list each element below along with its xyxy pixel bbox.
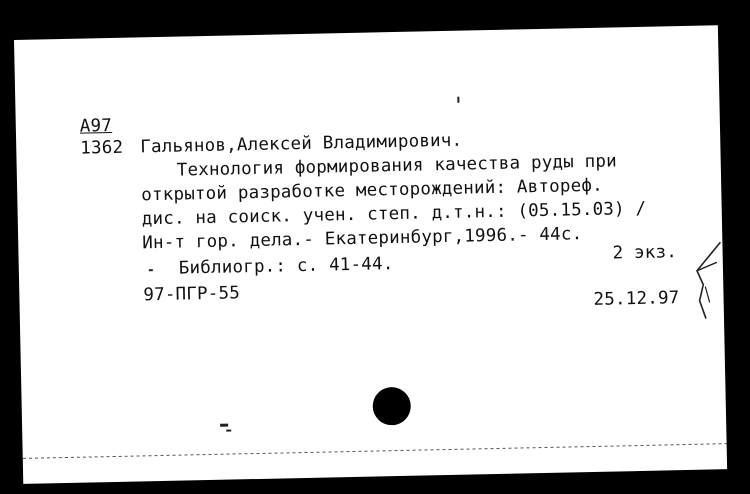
card-edge-line [23, 443, 727, 459]
author-heading: Гальянов,Алексей Владимирович. [140, 130, 463, 158]
publication-line: Ин-т гор. дела.- Екатеринбург,1996.- 44с. [142, 224, 583, 254]
copies-count: 2 экз. [612, 242, 678, 264]
acquisition-code: 97-ПГР-55 [143, 283, 241, 306]
handwritten-mark-icon [688, 240, 724, 321]
dust-speck [226, 430, 231, 432]
title-line-3: дис. на соиск. учен. степ. д.т.н.: (05.15.03) / [141, 198, 647, 230]
shelf-mark: А97 [79, 115, 113, 137]
accession-date: 25.12.97 [593, 288, 680, 310]
inventory-number: 1362 [80, 137, 124, 159]
dust-speck [149, 269, 153, 271]
card-punch-hole [372, 387, 411, 426]
catalog-card [14, 25, 727, 484]
bibliography-note: Библиогр.: с. 41-44. [178, 254, 394, 279]
title-line-1: Технология формирования качества руды при [176, 151, 618, 181]
dust-speck [457, 97, 459, 103]
title-line-2: открытой разработке месторождений: Автореф. [141, 175, 604, 206]
dust-speck [220, 424, 228, 427]
